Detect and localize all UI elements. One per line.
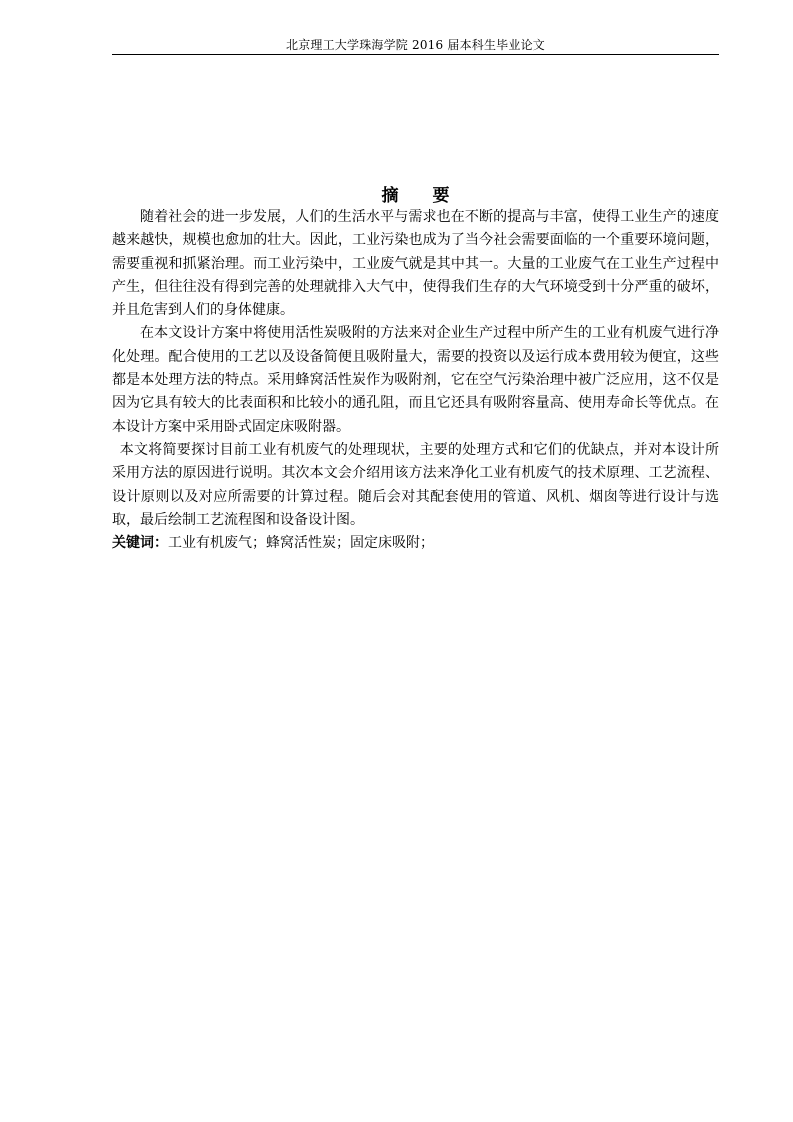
keywords-line (112, 532, 719, 555)
page-header (112, 34, 719, 55)
abstract-body (112, 206, 719, 555)
keywords-text: 工业有机废气；蜂窝活性炭；固定床吸附； (168, 535, 434, 552)
keywords-label: 关键词： (112, 535, 168, 552)
abstract-paragraph-1: 随着社会的进一步发展，人们的生活水平与需求也在不断的提高与丰富，使得工业生产的速度越来越快，规模也愈加的壮大。因此，工业污染也成为了当今社会需要面临的一个重要环境问题，需要重视和抓紧治理。而工业污染中，工业废气就是其中其一。大量的工业废气在工业生产过程中产生，但往往没有得到完善的处理就排入大气中，使得我们生存的大气环境受到十分严重的破坏，并且危害到人们的身体健康。 (112, 209, 719, 319)
abstract-paragraph-3: 本文将简要探讨目前工业有机废气的处理现状，主要的处理方式和它们的优缺点，并对本设计所采用方法的原因进行说明。其次本文会介绍用该方法来净化工业有机废气的技术原理、工艺流程、设计原则以及对应所需要的计算过程。随后会对其配套使用的管道、风机、烟囱等进行设计与选取，最后绘制工艺流程图和设备设计图。 (112, 441, 719, 528)
header-text: 北京理工大学珠海学院 2016 届本科生毕业论文 (286, 38, 545, 52)
abstract-paragraph-2: 在本文设计方案中将使用活性炭吸附的方法来对企业生产过程中所产生的工业有机废气进行净化处理。配合使用的工艺以及设备简便且吸附量大，需要的投资以及运行成本费用较为便宜，这些都是本处理方法的特点。采用蜂窝活性炭作为吸附剂，它在空气污染治理中被广泛应用，这不仅是因为它具有较大的比表面积和比较小的通孔阻，而且它还具有吸附容量高、使用寿命长等优点。在本设计方案中采用卧式固定床吸附器。 (112, 325, 719, 435)
abstract-title: 摘 要 (381, 186, 464, 206)
